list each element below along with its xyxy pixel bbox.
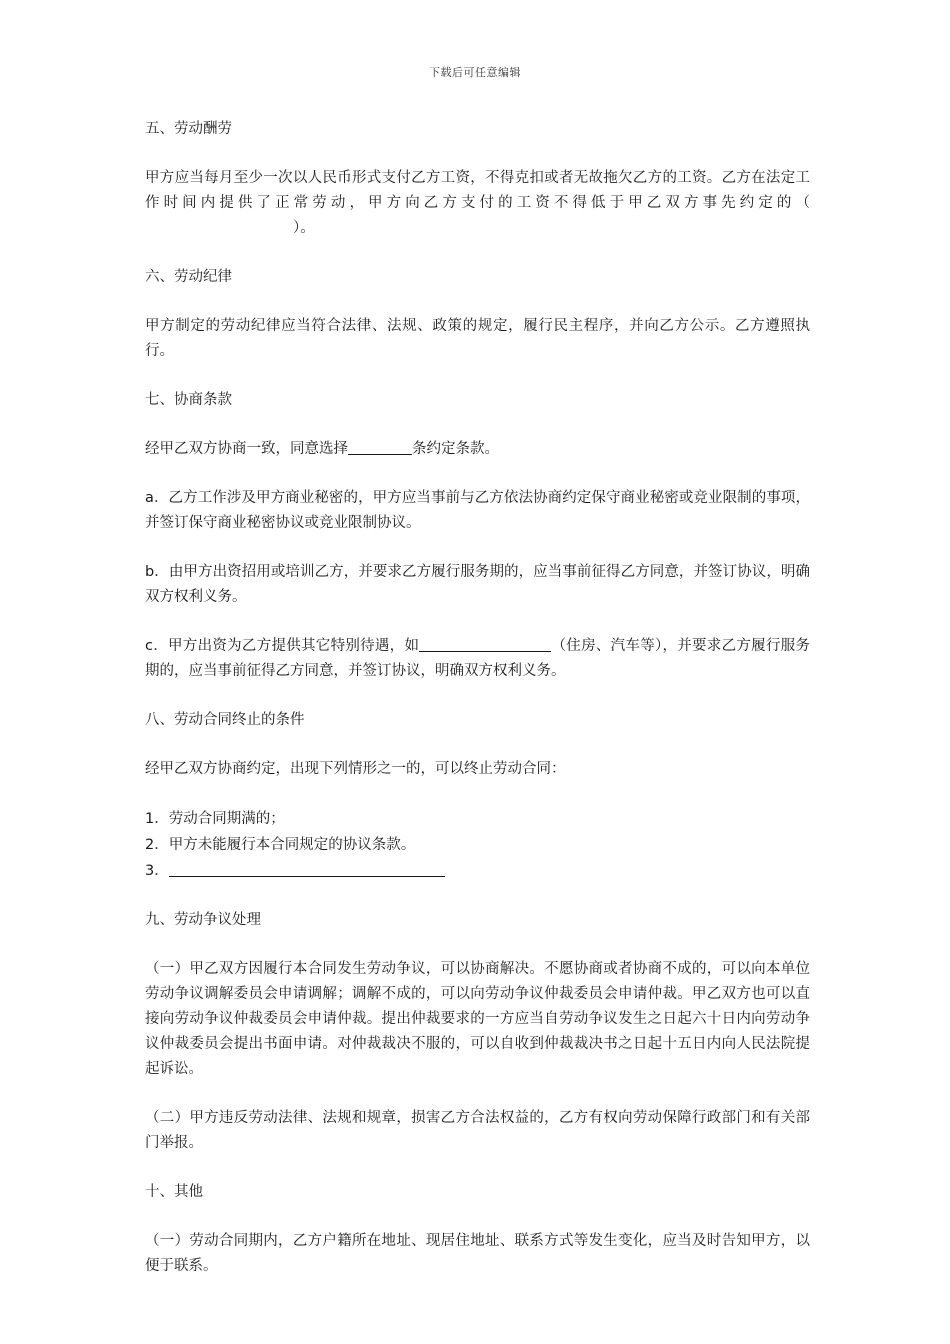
section-8-intro: 经甲乙双方协商约定，出现下列情形之一的，可以终止劳动合同： xyxy=(145,761,566,777)
section-7-title: 七、协商条款 xyxy=(145,392,232,408)
clause-c xyxy=(145,634,810,684)
other-condition-blank[interactable] xyxy=(169,860,445,877)
section-9-paragraph-1: （一）甲乙双方因履行本合同发生劳动争议，可以协商解决。不愿协商或者协商不成的，可以向本单位劳动争议调解委员会申请调解；调解不成的，可以向劳动争议仲裁委员会申请仲裁。甲乙双方也可以直接向劳动争议仲裁委员会申请仲裁。提出仲裁要求的一方应当自劳动争议发生之日起六十日内向劳动争议仲裁委员会提出书面申请。对仲裁裁决不服的，可以自收到仲裁裁决书之日起十五日内向人民法院提起诉讼。 xyxy=(145,961,810,1077)
section-9-paragraph-2: （二）甲方违反劳动法律、法规和规章，损害乙方合法权益的，乙方有权向劳动保障行政部门和有关部门举报。 xyxy=(145,1110,810,1151)
section-5-title: 五、劳动酬劳 xyxy=(145,121,232,137)
section-5-paragraph xyxy=(145,166,810,241)
section-6-title: 六、劳动纪律 xyxy=(145,269,232,285)
section-8-title: 八、劳动合同终止的条件 xyxy=(145,712,305,728)
termination-list xyxy=(145,806,810,884)
special-treatment-blank[interactable] xyxy=(419,635,551,652)
list-item: 2．甲方未能履行本合同规定的协议条款。 xyxy=(145,837,416,853)
clause-c-post: （住房、汽车等），并要求乙方履行服务期的，应当事前征得乙方同意，并签订协议，明确双方权利义务。 xyxy=(145,638,810,679)
section-9-title: 九、劳动争议处理 xyxy=(145,912,261,928)
clause-c-pre: c．甲方出资为乙方提供其它特别待遇，如 xyxy=(145,638,420,654)
clause-b: b．由甲方出资招用或培训乙方，并要求乙方履行服务期的，应当事前征得乙方同意，并签订协议，明确双方权利义务。 xyxy=(145,564,810,605)
section-6-paragraph: 甲方制定的劳动纪律应当符合法律、法规、政策的规定，履行民主程序，并向乙方公示。乙方遵照执行。 xyxy=(145,318,810,359)
section-5-text: 甲方应当每月至少一次以人民币形式支付乙方工资，不得克扣或者无故拖欠乙方的工资。乙方在法定工作时间内提供了正常劳动，甲方向乙方支付的工资不得低于甲乙双方事先约定的（ xyxy=(145,170,810,211)
section-5-text-end: ）。 xyxy=(293,220,315,236)
section-7-intro xyxy=(145,437,810,462)
clause-a: a．乙方工作涉及甲方商业秘密的，甲方应当事前与乙方依法协商约定保守商业秘密或竞业限制的事项，并签订保守商业秘密协议或竞业限制协议。 xyxy=(145,490,810,531)
section-7-intro-pre: 经甲乙双方协商一致，同意选择 xyxy=(145,441,348,457)
list-item xyxy=(145,858,810,884)
document-body xyxy=(145,117,810,1279)
clause-choice-blank[interactable] xyxy=(348,438,412,455)
section-10-paragraph-1: （一）劳动合同期内，乙方户籍所在地址、现居住地址、联系方式等发生变化，应当及时告知甲方，以便于联系。 xyxy=(145,1233,810,1274)
section-7-intro-post: 条约定条款。 xyxy=(412,441,499,457)
list-item: 1．劳动合同期满的； xyxy=(145,811,285,827)
list-item-number: 3． xyxy=(145,863,169,879)
page-header: 下载后可任意编辑 xyxy=(429,66,521,79)
section-10-title: 十、其他 xyxy=(145,1184,203,1200)
